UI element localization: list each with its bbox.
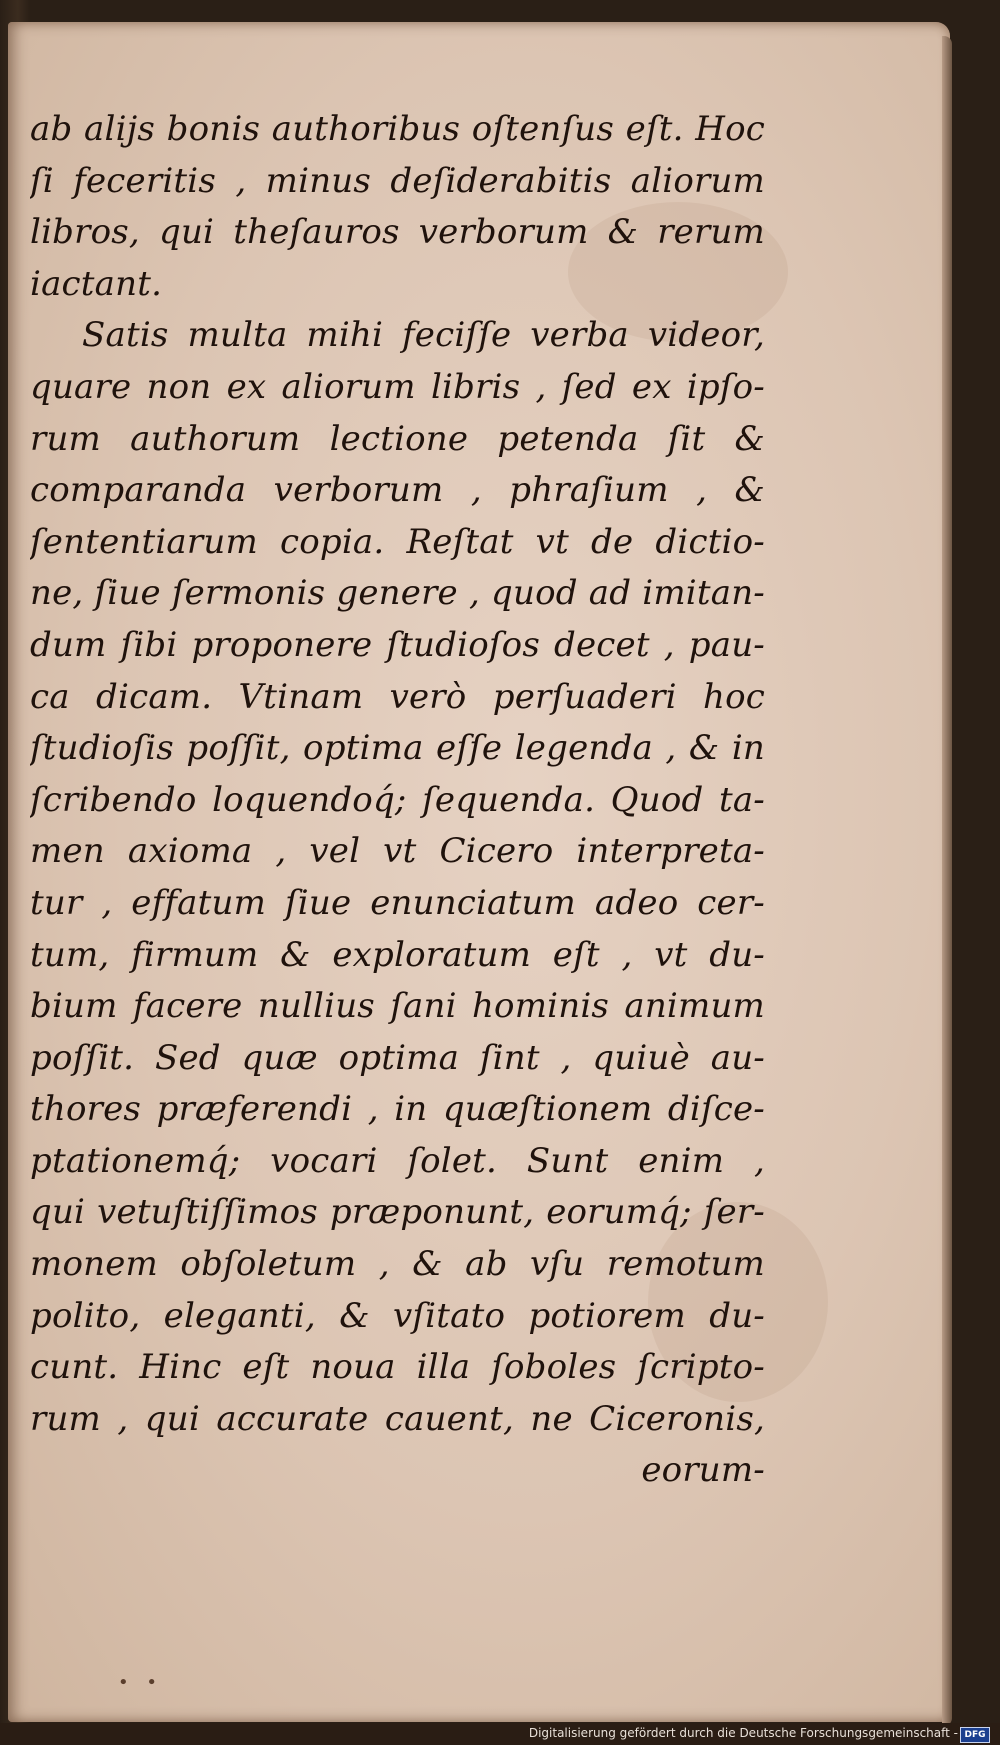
text-line: cunt. Hinc eſt noua illa ſoboles ſcripto- [30,1347,765,1388]
text-line: polito, eleganti, & vſitato potiorem du- [30,1295,765,1336]
text-line: ſtudioſis poſſit, optima eſſe legenda , & in [30,728,765,769]
text-line: quare non ex aliorum libris , ſed ex ipſo- [30,366,765,407]
text-line: ne, ſiue ſermonis genere , quod ad imitan- [30,573,765,614]
text-line: bium facere nullius ſani hominis animum [30,986,765,1027]
footer-bar [0,1723,1000,1745]
text-line: poſſit. Sed quæ optima ſint , quiuè au- [30,1037,765,1078]
book-page [8,22,950,1722]
text-line: rum , qui accurate cauent, ne Ciceronis, [30,1398,765,1439]
text-line: men axioma , vel vt Cicero interpreta- [30,831,765,872]
text-line: ſcribendo loquendoq́; ſequenda. Quod ta- [30,779,765,820]
body-text [30,104,765,1497]
text-line: Satis multa mihi feciſſe verba videor, [82,315,765,356]
ink-specks: • • [118,1672,163,1693]
page-edge [942,36,952,1726]
catchword: eorum- [641,1450,765,1491]
text-line: dum ſibi proponere ſtudioſos decet , pau- [30,624,765,665]
text-line: ca dicam. Vtinam verò perſuaderi hoc [30,676,765,717]
funding-credit: Digitalisierung gefördert durch die Deutsche Forschungsgemeinschaft - [528,1726,958,1740]
text-line: tum, firmum & exploratum eſt , vt du- [30,934,765,975]
dfg-logo: DFG [960,1727,990,1743]
text-line: monem obſoletum , & ab vſu remotum [30,1244,765,1285]
text-line: iactant. [30,263,163,304]
text-line: libros, qui theſauros verborum & rerum [30,212,765,253]
text-line: qui vetuſtiſſimos præponunt, eorumq́; ſer- [30,1192,765,1233]
text-line: comparanda verborum , phraſium , & [30,470,765,511]
text-line: ptationemq́; vocari ſolet. Sunt enim , [30,1140,765,1181]
text-line: rum authorum lectione petenda ſit & [30,418,765,459]
text-line: thores præferendi , in quæſtionem diſce- [30,1089,765,1130]
text-line: ſententiarum copia. Reſtat vt de dictio- [30,521,765,562]
text-line: ab alijs bonis authoribus oſtenſus eſt. Hoc [30,109,765,149]
text-line: tur , effatum ſiue enunciatum adeo cer- [30,882,765,923]
text-line: ſi feceritis , minus deſiderabitis aliorum [30,160,765,201]
